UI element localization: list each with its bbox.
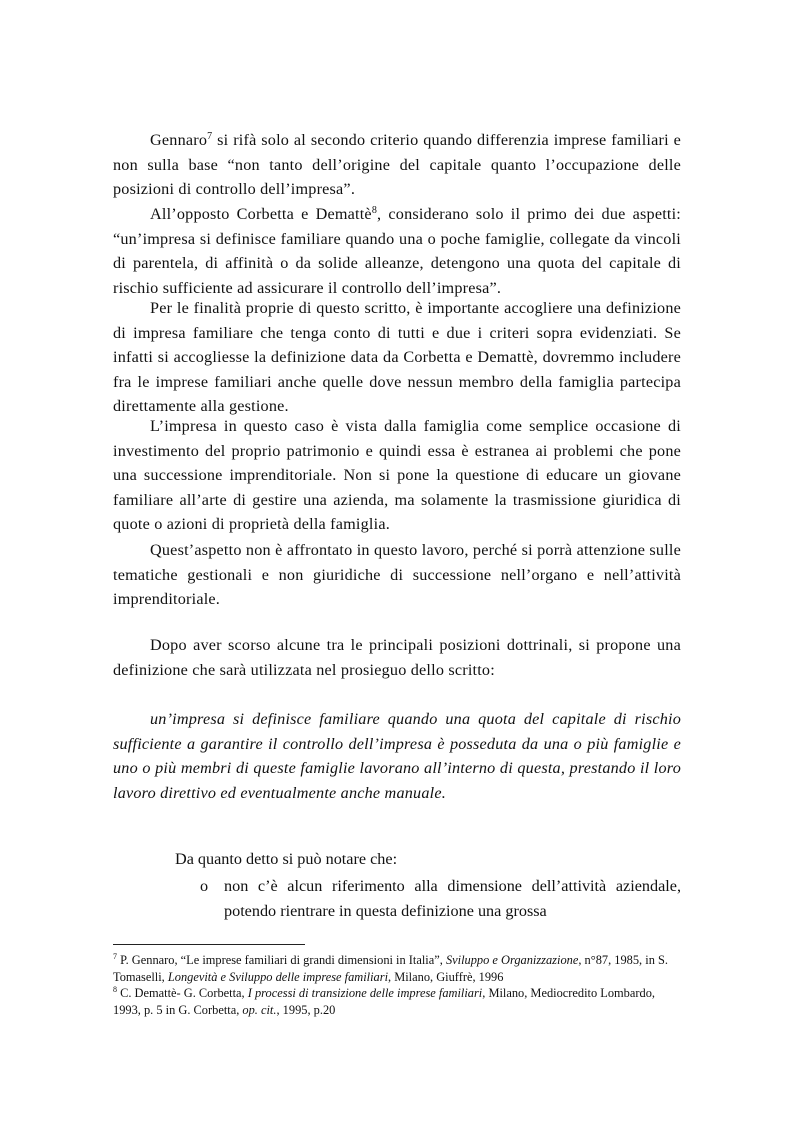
paragraph-aspetto: Quest’aspetto non è affrontato in questo lavoro, perché si porrà attenzione sulle tematiche gestionali e non giuridiche di successione nell’organo e nell’attività imprenditoriale.	[113, 541, 681, 609]
paragraph-text: , considerano solo il primo dei due aspetti: “un’impresa si definisce familiare quando una o poche famiglie, collegate da vincoli di parentela, di affinità o da solide alleanze, detengono una quota del capitale di rischio sufficiente ad assicurare il controllo dell’impresa”.	[113, 205, 681, 297]
footnote-text: , n°87, 1985, in S. Tomaselli,	[113, 953, 668, 984]
footnote-text: , Milano, Giuffrè, 1996	[388, 969, 504, 984]
footnote-text: , 1995, p.20	[276, 1002, 336, 1017]
paragraph-text: si rifà solo al secondo criterio quando differenzia imprese familiari e non sulla base “non tanto dell’origine del capitale quanto l’occupazione delle posizioni di controllo dell’impresa”.	[113, 131, 681, 199]
footnote-text: I processi di transizione delle imprese familiari	[247, 986, 483, 1000]
paragraph-impresa: L’impresa in questo caso è vista dalla famiglia come semplice occasione di investimento del proprio patrimonio e quindi essa è estranea ai problemi che pone una successione imprenditoriale. Non si pone la questione di educare un giovane familiare all’arte di gestire una azienda, ma solamente la trasmissione giuridica di quote o azioni di proprietà della famiglia.	[113, 417, 681, 534]
paragraph-text: Gennaro	[150, 131, 208, 149]
paragraph-corbetta	[113, 202, 681, 300]
footnote-separator	[113, 944, 305, 945]
footnote-7	[113, 952, 681, 985]
footnote-text: Longevità e Sviluppo delle imprese familiari	[167, 969, 389, 984]
footnote-8	[113, 985, 681, 1018]
footnote-text: C. Demattè- G. Corbetta,	[117, 986, 248, 1000]
footnote-text: Sviluppo e Organizzazione	[445, 953, 579, 967]
footnote-number: 8	[113, 985, 117, 994]
footnote-number: 7	[113, 952, 117, 961]
paragraph-dopo: Dopo aver scorso alcune tra le principali posizioni dottrinali, si propone una definizione che sarà utilizzata nel prosieguo dello scritto:	[113, 636, 681, 679]
footnote-ref-8: 8	[371, 205, 378, 216]
footnote-text: op. cit.	[242, 1002, 277, 1017]
footnote-text: , Milano, Mediocredito Lombardo, 1993, p. 5 in G. Corbetta,	[113, 986, 655, 1017]
paragraph-gennaro	[113, 128, 681, 202]
footnote-text: P. Gennaro, “Le imprese familiari di grandi dimensioni in Italia”,	[117, 953, 446, 967]
bullet-circle-icon: o	[200, 877, 209, 895]
list-item-text: non c’è alcun riferimento alla dimensione dell’attività aziendale, potendo rientrare in questa definizione una grossa	[224, 877, 681, 920]
paragraph-text: All’opposto Corbetta e Demattè	[150, 205, 372, 223]
definition-paragraph: un’impresa si definisce familiare quando una quota del capitale di rischio sufficiente a garantire il controllo dell’impresa è posseduta da una o più famiglie e uno o più membri di queste famiglie lavorano all’interno di questa, prestando il loro lavoro direttivo ed eventualmente anche manuale.	[113, 710, 681, 802]
footnote-ref-7: 7	[207, 131, 213, 142]
paragraph-finalita: Per le finalità proprie di questo scritto, è importante accogliere una definizione di impresa familiare che tenga conto di tutti e due i criteri sopra evidenziati. Se infatti si accogliesse la definizione data da Corbetta e Demattè, dovremmo includere fra le imprese familiari anche quelle dove nessun membro della famiglia partecipa direttamente alla gestione.	[113, 299, 681, 416]
list-intro: Da quanto detto si può notare che:	[175, 850, 398, 868]
